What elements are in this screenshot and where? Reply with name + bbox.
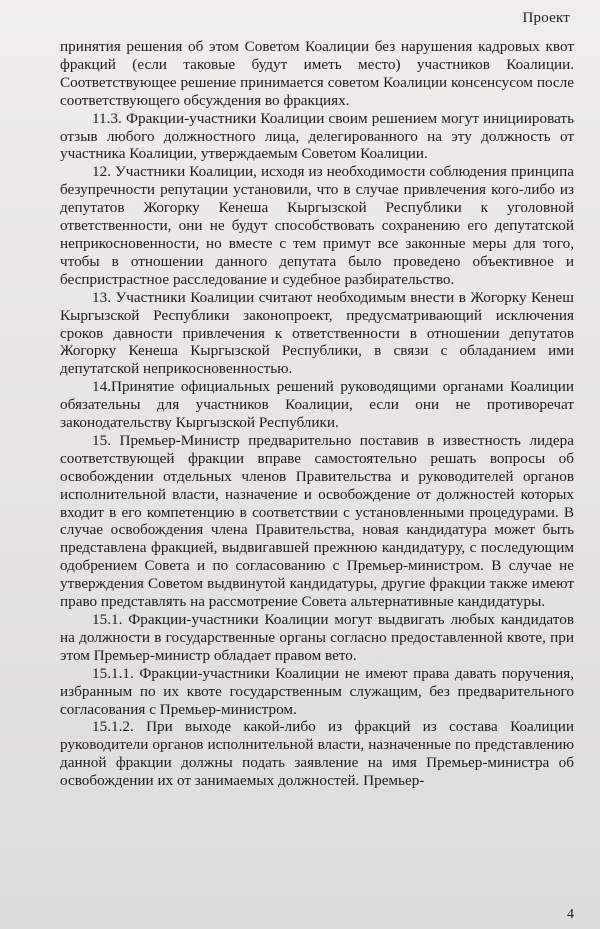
paragraph-15: 15. Премьер-Министр предварительно поставив в известность лидера соответствующей фракции вправе самостоятельно решать вопросы об освобождении отдельных членов Правительства и руководителей органов исполнительной власти, назначение и освобождение от должностей которых входит в его компетенцию в соответствии с установленными процедурами. В случае освобождения члена Правительства, новая кандидатура может быть представлена фракцией, выдвигавшей прежнюю кандидатуру, с последующим одобрением Совета и по согласованию с Премьер-министром. В случае не утверждения Советом выдвинутой кандидатуры, другие фракции также имеют право представлять на рассмотрение Совета альтернативные кандидатуры. [60, 431, 574, 611]
paragraph-15-1-1: 15.1.1. Фракции-участники Коалиции не имеют права давать поручения, избранным по их квоте государственным служащим, без предварительного согласования с Премьер-министром. [60, 664, 574, 718]
paragraph-15-1: 15.1. Фракции-участники Коалиции могут выдвигать любых кандидатов на должности в государственные органы согласно предоставленной квоте, при этом Премьер-министр обладает правом вето. [60, 611, 574, 664]
paragraph-14: 14.Принятие официальных решений руководящими органами Коалиции обязательны для участников Коалиции, если они не противоречат законодательству Кыргызской Республики. [60, 378, 574, 432]
paragraph-13: 13. Участники Коалиции считают необходимым внести в Жогорку Кенеш Кыргызской Республики законопроект, предусматривающий исключения сроков давности привлечения к ответственности в отношении депутатов Жогорку Кенеша Кыргызской Республики, в связи с обладанием ими депутатской неприкосновенностью. [60, 288, 574, 378]
paragraph-continuation: принятия решения об этом Советом Коалиции без нарушения кадровых квот фракций (если таковые будут иметь место) участников Коалиции. Соответствующее решение принимается советом Коалиции консенсусом после соответствующего обсуждения во фракциях. [60, 38, 574, 109]
paragraph-11-3: 11.3. Фракции-участники Коалиции своим решением могут инициировать отзыв любого должностного лица, делегированного на эту должность от участника Коалиции, утверждаемым Советом Коалиции. [60, 109, 574, 163]
document-body [60, 38, 574, 790]
paragraph-15-1-2: 15.1.2. При выходе какой-либо из фракций из состава Коалиции руководители органов исполнительной власти, назначенные по представлению данной фракции должны подать заявление на имя Премьер-министра об освобождении их от занимаемых должностей. Премьер- [60, 718, 574, 790]
paragraph-12: 12. Участники Коалиции, исходя из необходимости соблюдения принципа безупречности репутации установили, что в случае привлечения кого-либо из депутатов Жогорку Кенеша Кыргызской Республики к уголовной ответственности, они не будут способствовать сохранению его депутатской неприкосновенности, но вместе с тем примут все законные меры для того, чтобы в отношении данного депутата было проведено объективное и беспристрастное расследование и судебное разбирательство. [60, 163, 574, 288]
draft-label: Проект [522, 10, 570, 26]
page-number: 4 [567, 907, 574, 922]
